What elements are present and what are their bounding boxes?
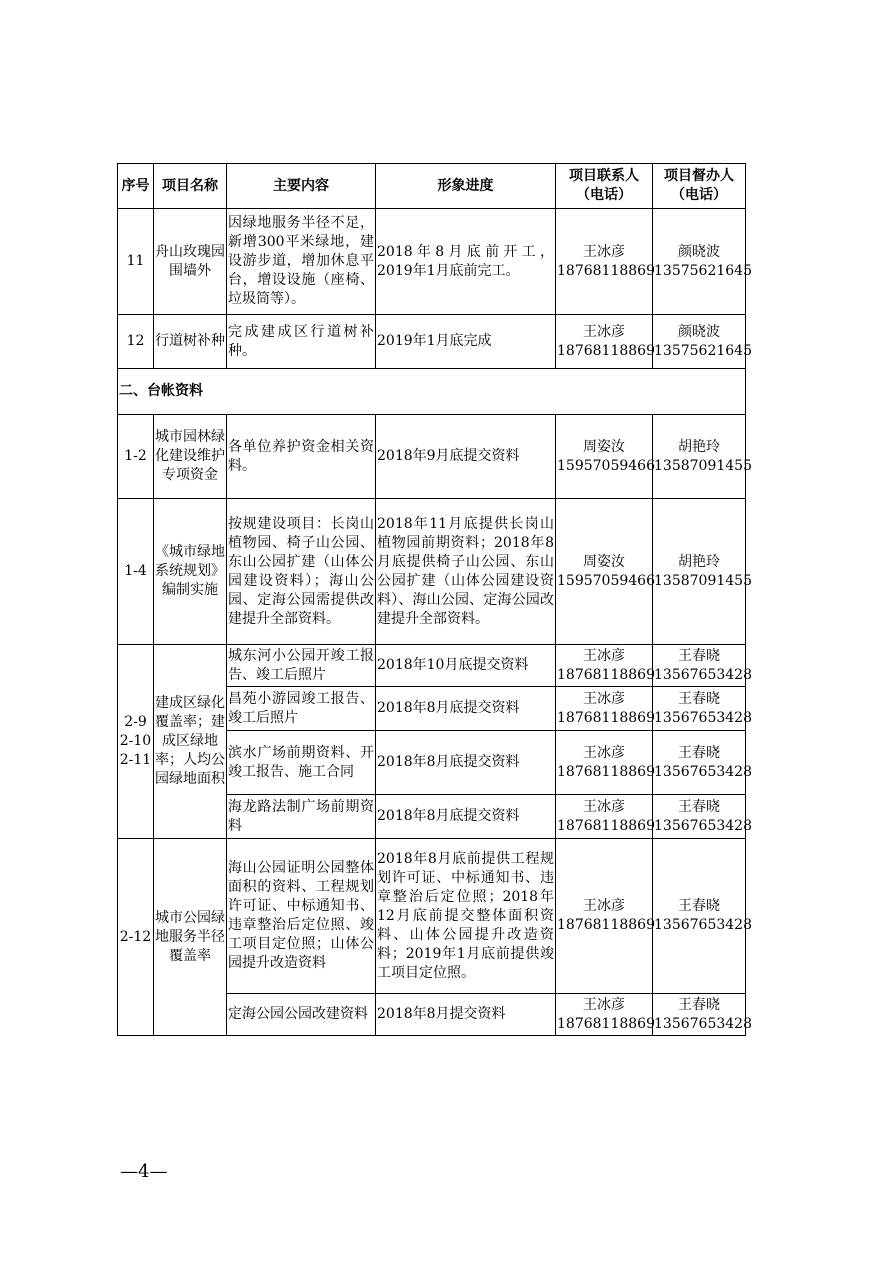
row-name: 城市公园绿地服务半径覆盖率	[154, 839, 227, 1036]
row-contact: 王冰彦 18768118869	[556, 795, 653, 839]
row-content: 海龙路法制广场前期资料	[227, 795, 376, 839]
row-contact: 周姿汝 15957059466	[556, 415, 653, 499]
row-progress: 2018年8月底提交资料	[376, 687, 556, 731]
row-progress: 2018年8月底提交资料	[376, 731, 556, 795]
table-header-row	[118, 164, 746, 209]
header-no: 序号	[118, 164, 154, 209]
row-supervisor: 王春晓 13567653428	[653, 795, 746, 839]
row-progress: 2018年9月底提交资料	[376, 415, 556, 499]
table-row	[118, 645, 746, 687]
row-name: 《城市绿地系统规划》编制实施	[154, 499, 227, 645]
row-progress: 2018年8月底前提供工程规划许可证、中标通知书、违章整治后定位照；2018年12月底前提交整体面积资料、山体公园提升改造资料；2019年1月底前提供竣工项目定位照。	[376, 839, 556, 994]
table-row	[118, 415, 746, 499]
section-header-row	[118, 369, 746, 415]
row-no: 1-2	[118, 415, 154, 499]
row-content: 各单位养护资金相关资料。	[227, 415, 376, 499]
row-contact: 王冰彦 18768118869	[556, 315, 653, 369]
row-supervisor: 胡艳玲 13587091455	[653, 499, 746, 645]
project-table	[117, 163, 752, 1036]
row-contact: 王冰彦 18768118869	[556, 731, 653, 795]
row-progress: 2019年1月底完成	[376, 315, 556, 369]
row-name: 城市园林绿化建设维护专项资金	[154, 415, 227, 499]
section-title: 二、台帐资料	[118, 369, 746, 415]
row-supervisor: 王春晓 13567653428	[653, 839, 746, 994]
table-row	[118, 839, 746, 994]
header-progress: 形象进度	[376, 164, 556, 209]
row-no: 2-12	[118, 839, 154, 1036]
row-progress: 2018年8月底前开工，2019年1月底前完工。	[376, 209, 556, 315]
table-row	[118, 499, 746, 645]
row-content: 完成建成区行道树补种。	[227, 315, 376, 369]
header-contact: 项目联系人 （电话）	[556, 164, 653, 209]
row-contact: 王冰彦 18768118869	[556, 994, 653, 1036]
row-progress: 2018年11月底提供长岗山植物园前期资料；2018年8月底提供椅子山公园、东山公园扩建（山体公园建设资料）、海山公园、定海公园改建提升全部资料。	[376, 499, 556, 645]
table-row	[118, 315, 746, 369]
row-supervisor: 王春晓 13567653428	[653, 994, 746, 1036]
row-content: 滨水广场前期资料、开竣工报告、施工合同	[227, 731, 376, 795]
row-content: 海山公园证明公园整体面积的资料、工程规划许可证、中标通知书、违章整治后定位照、竣工项目定位照；山体公园提升改造资料	[227, 839, 376, 994]
row-contact: 王冰彦 18768118869	[556, 839, 653, 994]
row-progress: 2018年8月提交资料	[376, 994, 556, 1036]
row-name: 舟山玫瑰园围墙外	[154, 209, 227, 315]
row-name: 行道树补种	[154, 315, 227, 369]
row-no: 1-4	[118, 499, 154, 645]
row-content: 因绿地服务半径不足，新增300平米绿地，建设游步道，增加休息平台，增设设施（座椅、垃圾筒等）。	[227, 209, 376, 315]
header-supervisor: 项目督办人 （电话）	[653, 164, 746, 209]
row-progress: 2018年8月底提交资料	[376, 795, 556, 839]
row-no: 11	[118, 209, 154, 315]
row-content: 昌苑小游园竣工报告、竣工后照片	[227, 687, 376, 731]
row-supervisor: 胡艳玲 13587091455	[653, 415, 746, 499]
row-supervisor: 王春晓 13567653428	[653, 645, 746, 687]
row-contact: 周姿汝 15957059466	[556, 499, 653, 645]
header-name: 项目名称	[154, 164, 227, 209]
page-number: —4—	[120, 1161, 168, 1182]
header-content: 主要内容	[227, 164, 376, 209]
row-no: 2-9 2-10 2-11	[118, 645, 154, 839]
table-row	[118, 209, 746, 315]
row-content: 按规建设项目：长岗山植物园、椅子山公园、东山公园扩建（山体公园建设资料）；海山公园、定海公园需提供改建提升全部资料。	[227, 499, 376, 645]
row-contact: 王冰彦 18768118869	[556, 645, 653, 687]
row-content: 定海公园公园改建资料	[227, 994, 376, 1036]
row-progress: 2018年10月底提交资料	[376, 645, 556, 687]
row-supervisor: 颜晓波 13575621645	[653, 315, 746, 369]
row-content: 城东河小公园开竣工报告、竣工后照片	[227, 645, 376, 687]
row-contact: 王冰彦 18768118869	[556, 687, 653, 731]
row-contact: 王冰彦 18768118869	[556, 209, 653, 315]
row-supervisor: 王春晓 13567653428	[653, 731, 746, 795]
row-name: 建成区绿化覆盖率；建成区绿地率；人均公园绿地面积	[154, 645, 227, 839]
row-supervisor: 王春晓 13567653428	[653, 687, 746, 731]
row-supervisor: 颜晓波 13575621645	[653, 209, 746, 315]
row-no: 12	[118, 315, 154, 369]
